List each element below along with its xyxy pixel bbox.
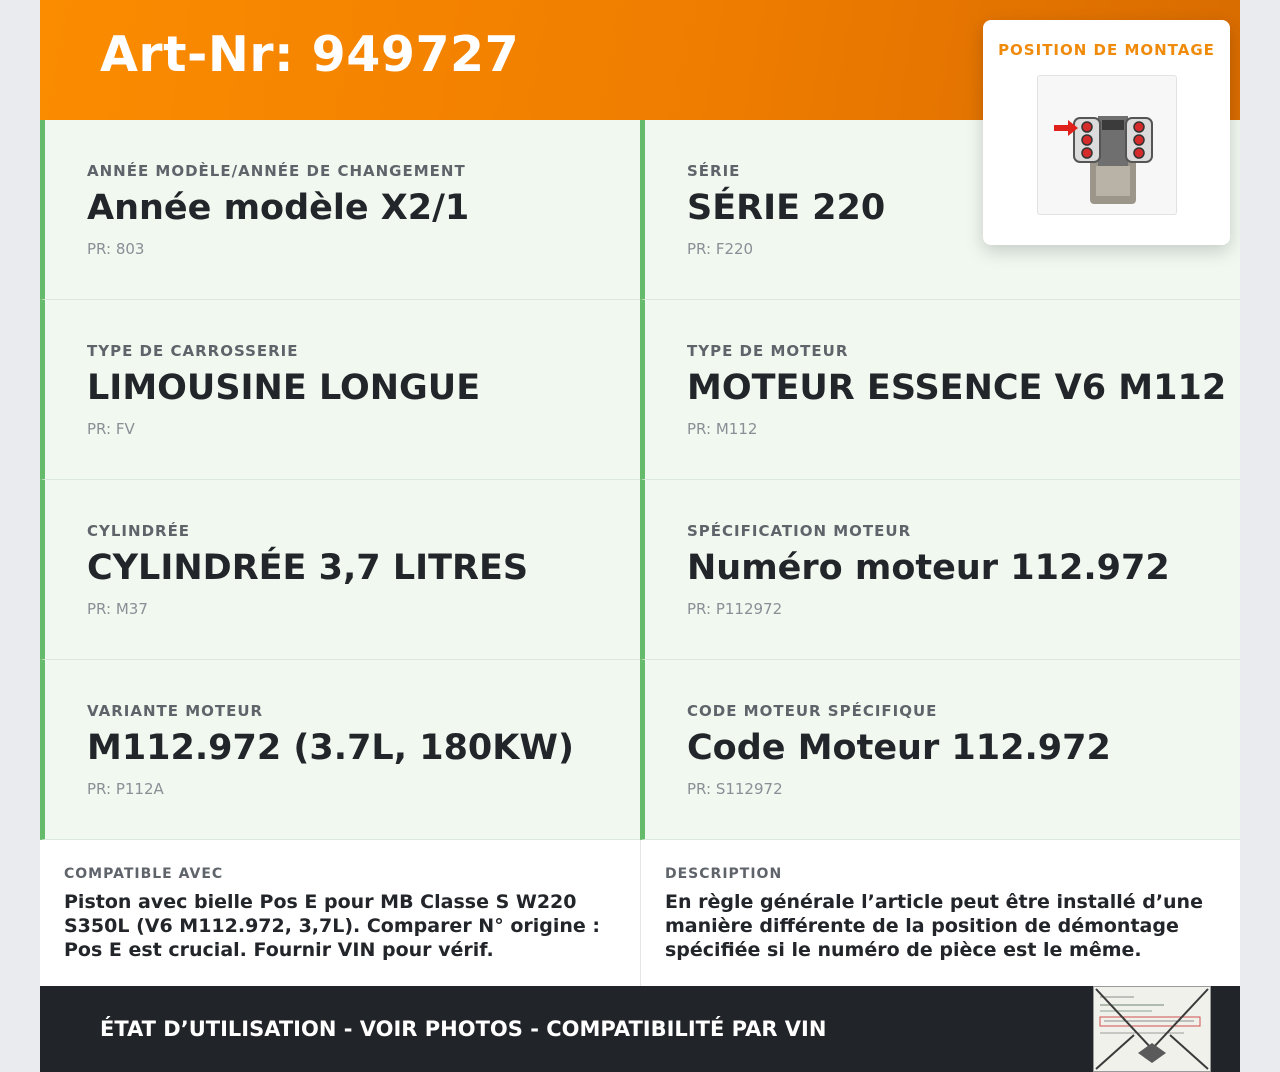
spec-value: CYLINDRÉE 3,7 LITRES bbox=[87, 548, 529, 588]
engine-position-image[interactable] bbox=[1037, 75, 1177, 215]
spec-label: SÉRIE bbox=[687, 162, 741, 180]
spec-label: TYPE DE CARROSSERIE bbox=[87, 342, 299, 360]
compatible-label: COMPATIBLE AVEC bbox=[64, 866, 224, 882]
spec-label: SPÉCIFICATION MOTEUR bbox=[687, 522, 912, 540]
footer-bar bbox=[40, 986, 1240, 1072]
spec-value: Numéro moteur 112.972 bbox=[687, 548, 1170, 588]
description-section bbox=[640, 840, 1240, 986]
spec-value: Code Moteur 112.972 bbox=[687, 728, 1111, 768]
spec-pr-code: PR: FV bbox=[87, 420, 135, 438]
mounting-position-card bbox=[983, 20, 1230, 245]
spec-label: ANNÉE MODÈLE/ANNÉE DE CHANGEMENT bbox=[87, 162, 466, 180]
spec-pr-code: PR: P112A bbox=[87, 780, 164, 798]
footer-text: ÉTAT D’UTILISATION - VOIR PHOTOS - COMPATIBILITÉ PAR VIN bbox=[100, 1017, 827, 1041]
spec-cell-engine-spec bbox=[640, 480, 1240, 660]
spec-value: LIMOUSINE LONGUE bbox=[87, 368, 481, 408]
article-card bbox=[40, 0, 1240, 1072]
spec-cell-engine-code bbox=[640, 660, 1240, 840]
document-icon bbox=[1094, 987, 1210, 1071]
spec-pr-code: PR: 803 bbox=[87, 240, 145, 258]
spec-value: M112.972 (3.7L, 180KW) bbox=[87, 728, 574, 768]
spec-cell-model-year bbox=[40, 120, 640, 300]
spec-pr-code: PR: M112 bbox=[687, 420, 758, 438]
spec-label: TYPE DE MOTEUR bbox=[687, 342, 849, 360]
compatible-text: Piston avec bielle Pos E pour MB Classe S W220 S350L (V6 M112.972, 3,7L). Comparer N° origine : Pos E est crucial. Fournir VIN pour vérif. bbox=[64, 891, 600, 961]
spec-label: CODE MOTEUR SPÉCIFIQUE bbox=[687, 702, 938, 720]
spec-label: VARIANTE MOTEUR bbox=[87, 702, 264, 720]
spec-value: Année modèle X2/1 bbox=[87, 188, 470, 228]
spec-pr-code: PR: M37 bbox=[87, 600, 148, 618]
spec-cell-engine-type bbox=[640, 300, 1240, 480]
spec-pr-code: PR: S112972 bbox=[687, 780, 783, 798]
description-label: DESCRIPTION bbox=[665, 866, 783, 882]
spec-cell-body-type bbox=[40, 300, 640, 480]
engine-icon bbox=[1038, 76, 1178, 216]
spec-cell-displacement bbox=[40, 480, 640, 660]
spec-label: CYLINDRÉE bbox=[87, 522, 191, 540]
document-image[interactable] bbox=[1093, 986, 1211, 1072]
mounting-position-label: POSITION DE MONTAGE bbox=[998, 41, 1215, 59]
spec-pr-code: PR: P112972 bbox=[687, 600, 783, 618]
article-number-title: Art-Nr: 949727 bbox=[100, 26, 520, 83]
compatible-section bbox=[40, 840, 640, 986]
info-row bbox=[40, 840, 1240, 986]
description-text: En règle générale l’article peut être installé d’une manière différente de la position de démontage spécifiée si le numéro de pièce est le même. bbox=[665, 891, 1203, 961]
spec-value: SÉRIE 220 bbox=[687, 188, 886, 228]
spec-cell-engine-variant bbox=[40, 660, 640, 840]
spec-value: MOTEUR ESSENCE V6 M112 bbox=[687, 368, 1227, 408]
spec-pr-code: PR: F220 bbox=[687, 240, 754, 258]
